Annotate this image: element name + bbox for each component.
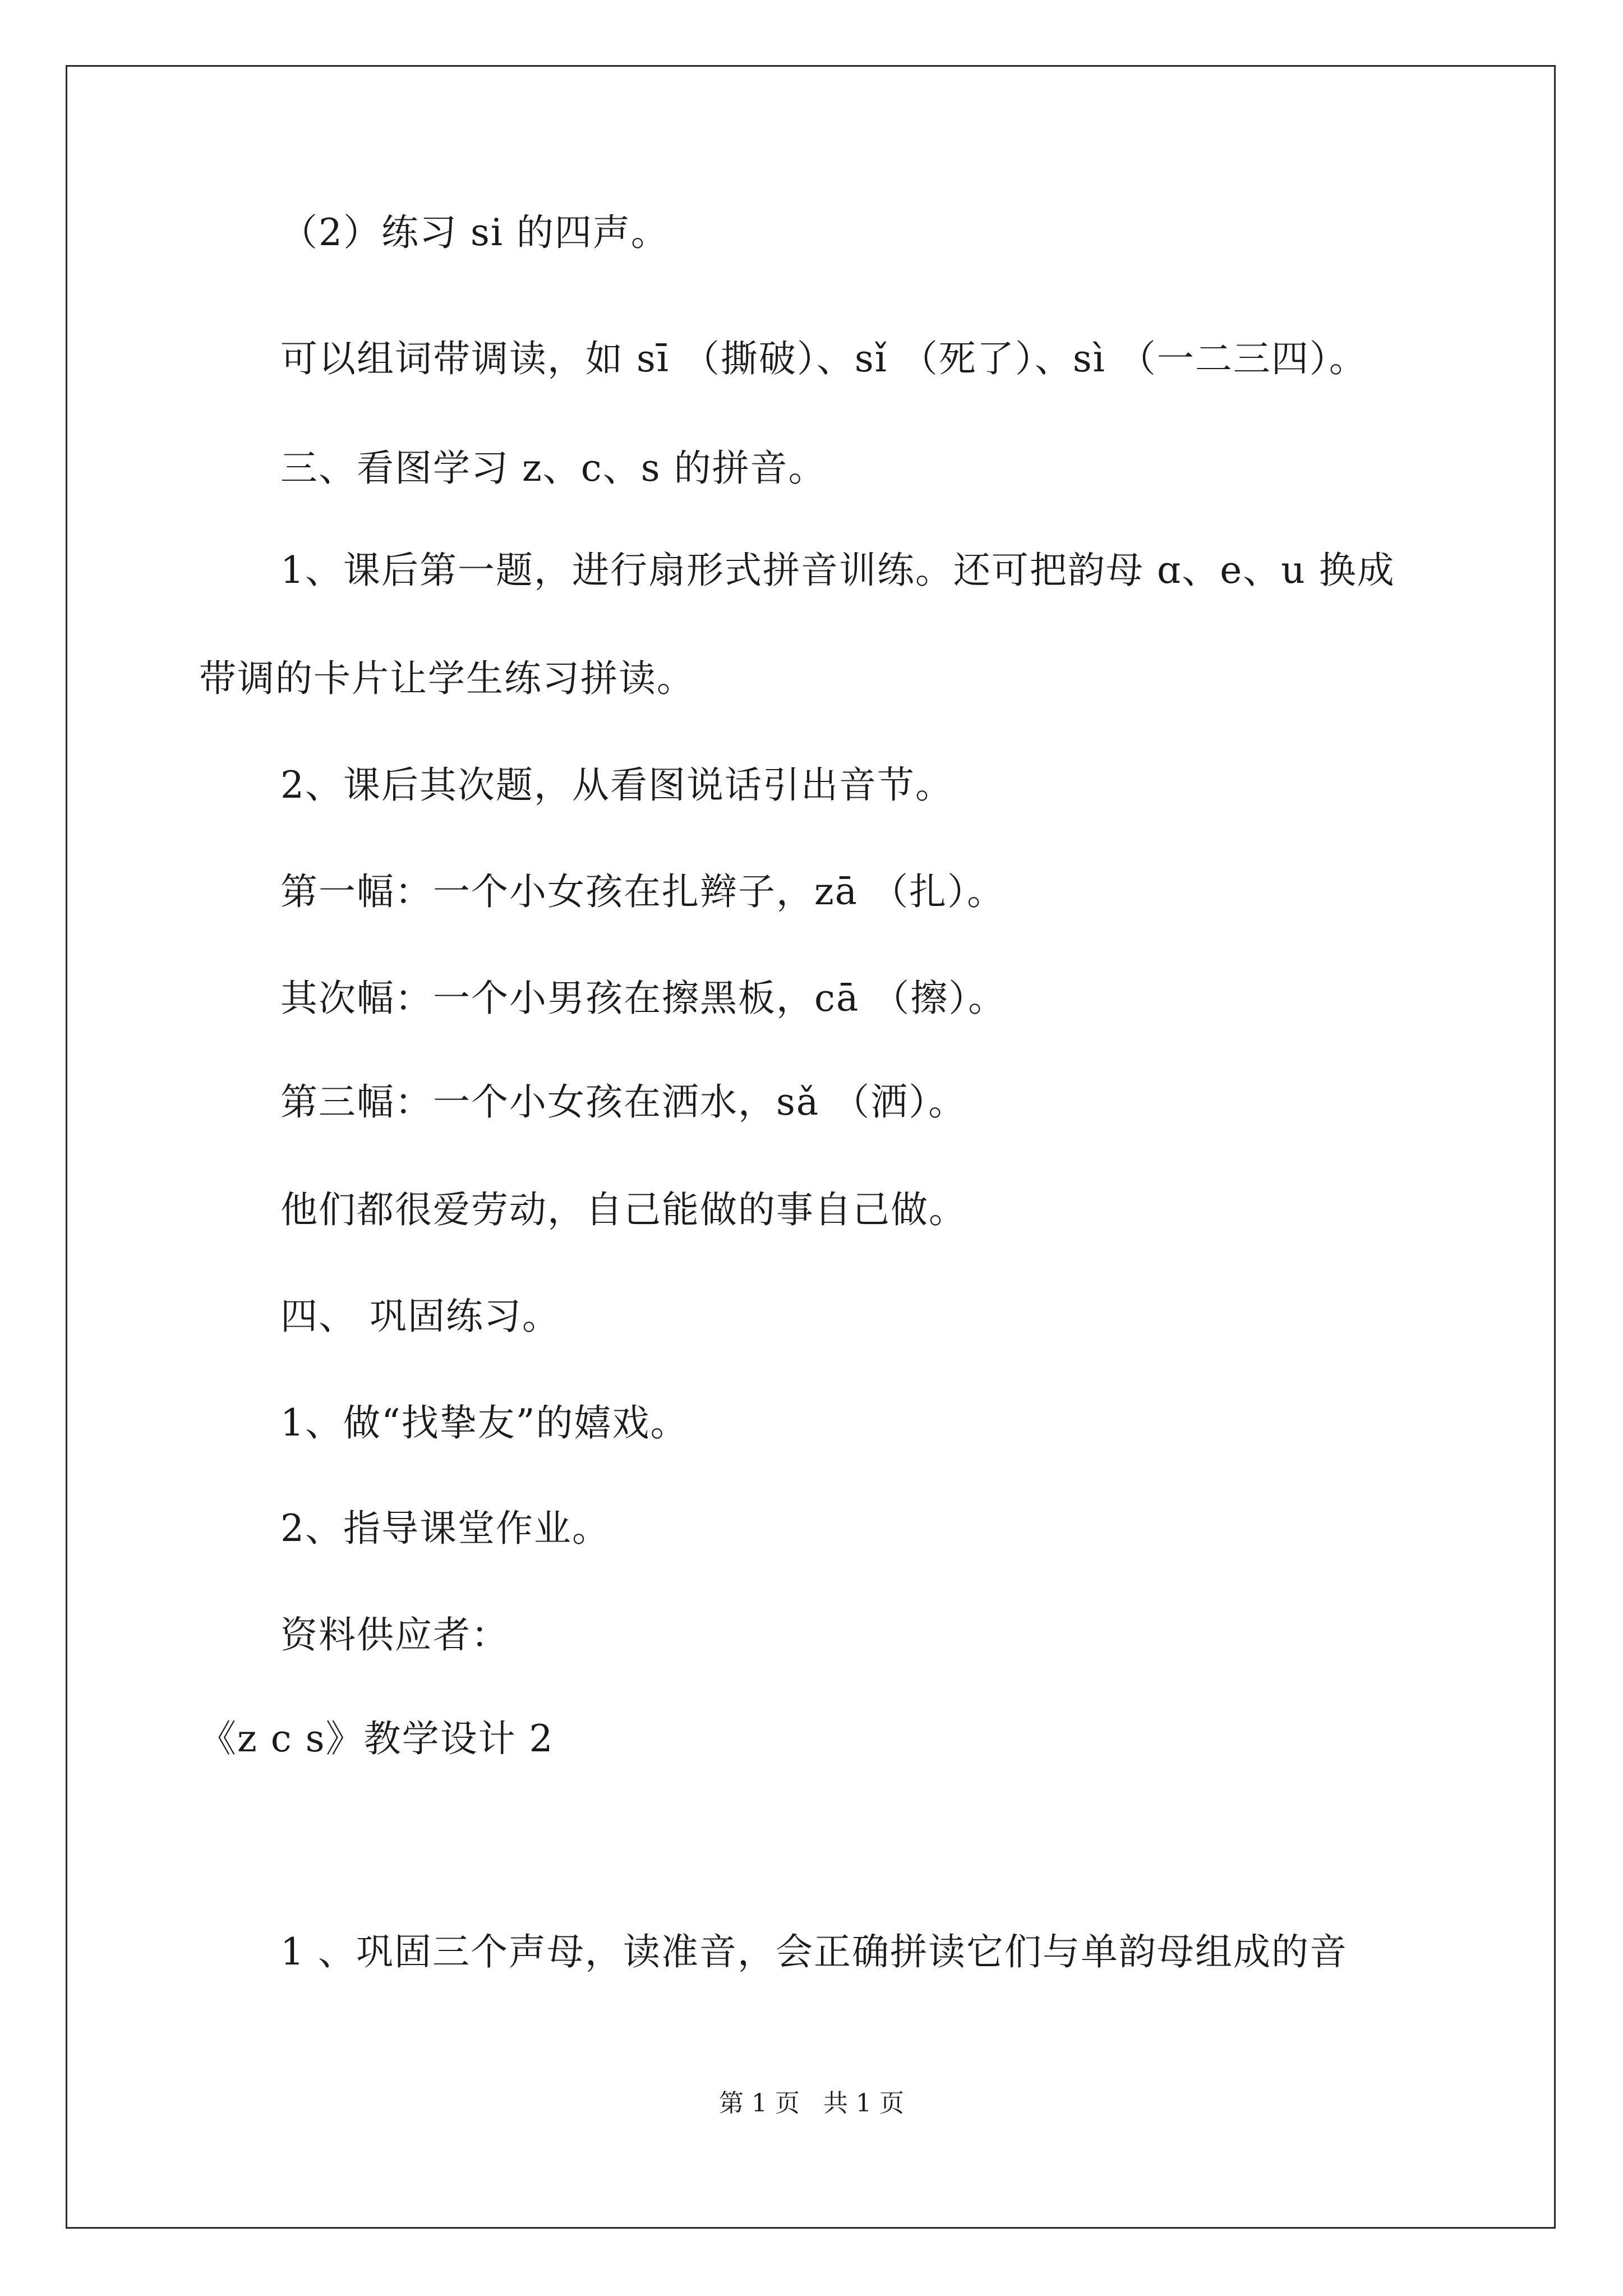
text-line-2: 可以组词带调读，如 sī （撕破）、sǐ （死了）、sì （一二三四）。 — [280, 337, 1367, 380]
text-line-9: 第三幅：一个小女孩在洒水，sǎ （洒）。 — [280, 1080, 967, 1124]
text-line-7: 第一幅：一个小女孩在扎辫子，zā （扎）。 — [280, 870, 1006, 913]
page-footer: 第 1 页 共 1 页 — [719, 2089, 904, 2118]
text-line-11: 四、 巩固练习。 — [280, 1295, 560, 1338]
text-line-13: 2、指导课堂作业。 — [280, 1507, 610, 1550]
section-title: 《z c s》教学设计 2 — [199, 1717, 554, 1760]
text-line-12: 1、做“找挚友”的嬉戏。 — [280, 1401, 689, 1444]
page-border — [66, 65, 1556, 2229]
text-line-8: 其次幅：一个小男孩在擦黑板，cā （擦）。 — [280, 977, 1007, 1020]
text-line-6: 2、课后其次题，从看图说话引出音节。 — [280, 763, 953, 807]
text-line-16: 1 、巩固三个声母，读准音，会正确拼读它们与单韵母组成的音 — [280, 1930, 1348, 1973]
text-line-10: 他们都很爱劳动，自己能做的事自己做。 — [280, 1188, 967, 1231]
text-line-4: 1、课后第一题，进行扇形式拼音训练。还可把韵母 ɑ、e、u 换成 — [280, 549, 1395, 592]
text-line-14: 资料供应者： — [280, 1613, 509, 1657]
text-line-3: 三、看图学习 z、c、s 的拼音。 — [280, 447, 827, 490]
text-line-5: 带调的卡片让学生练习拼读。 — [199, 657, 695, 700]
text-line-1: （2）练习 si 的四声。 — [280, 211, 669, 254]
